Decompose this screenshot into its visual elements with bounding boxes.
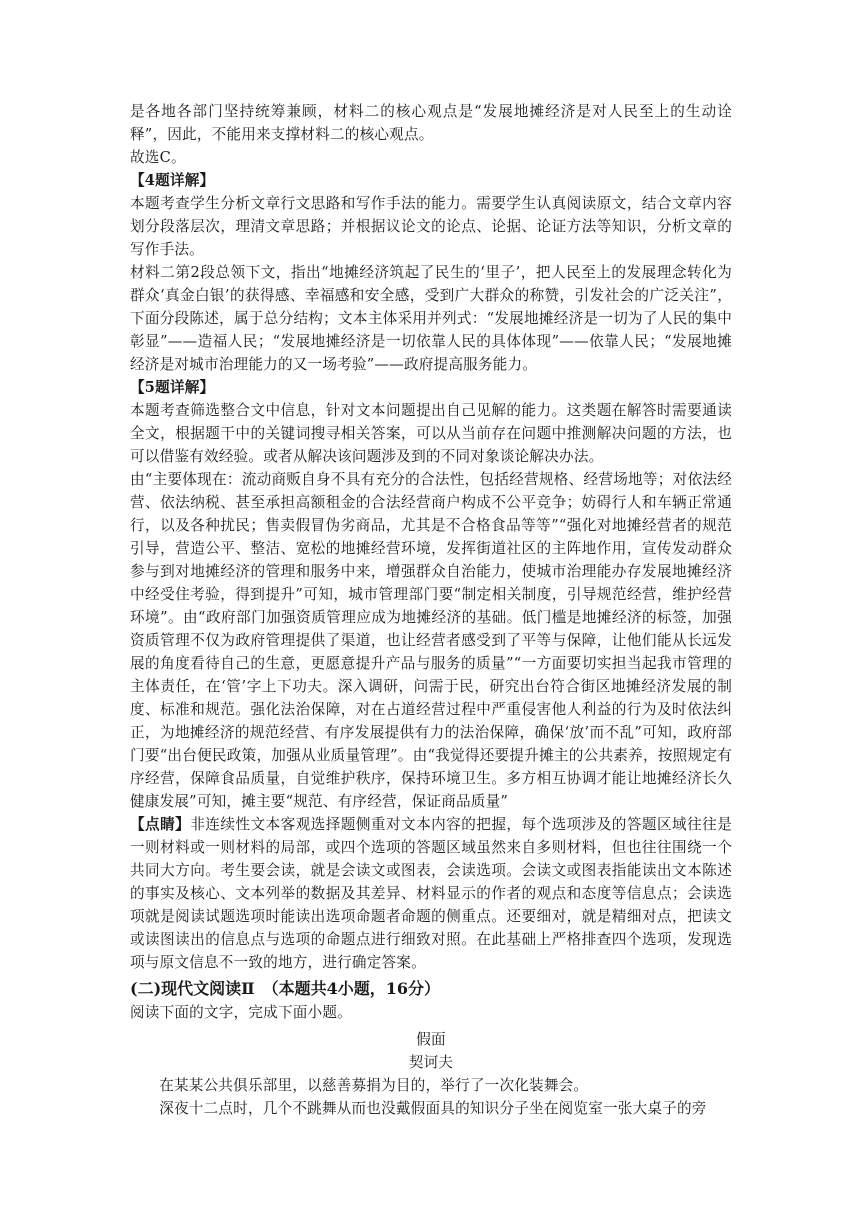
paragraph-q5-analysis: 由“主要体现在：流动商贩自身不具有充分的合法性，包括经营规格、经营场地等；对依法经营、依法纳税、甚至承担高额租金的合法经营商户构成不公平竞争；妨碍行人和车辆正常通行，以及各种扰民；售卖假冒伪劣商品，尤其是不合格食品等等”“强化对地摊经营者的规范引导，营造公平、整洁、宽松的地摊经营环境，发挥街道社区的主阵地作用，宣传发动群众参与到对地摊经济的管理和服务中来，增强群众自治能力，使城市治理能办存发展地摊经济中经受住考验，得到提升”可知，城市管理部门要“制定相关制度，引导规范经营，维护经营环境”。由“政府部门加强资质管理应成为地摊经济的基础。低门槛是地摊经济的标签，加强资质管理不仅为政府管理提供了渠道，也让经营者感受到了平等与保障，让他们能从长远发展的角度看待自己的生意，更愿意提升产品与服务的质量”“一方面要切实担当起我市管理的主体责任，在‘管’字上下功夫。深入调研，问需于民，研究出台符合街区地摊经济发展的制度、标准和规范。强化法治保障，对在占道经营过程中严重侵害他人利益的行为及时依法纠正，为地摊经济的规范经营、有序发展提供有力的法治保障，确保‘放’而不乱”可知，政府部门要“出台便民政策，加强从业质量管理”。由“我觉得还要提升摊主的公共素养，按照规定有序经营，保障食品质量，自觉维护秩序，保持环境卫生。多方相互协调才能让地摊经济长久健康发展”可知，摊主要“规范、有序经营，保证商品质量”: [130, 471, 732, 810]
label-tips: 【点睛】: [130, 816, 191, 833]
paragraph-q4-method: 本题考查学生分析文章行文思路和写作手法的能力。需要学生认真阅读原文，结合文章内容划分段落层次，理清文章思路；并根据议论文的论点、论据、论证方法等知识，分析文章的写作手法。: [130, 195, 732, 258]
story-paragraph-1: 在某某公共俱乐部里，以慈善募捐为目的，举行了一次化装舞会。: [159, 1077, 589, 1094]
paragraph-q4-analysis: 材料二第2段总领下文，指出“地摊经济筑起了民生的‘里子’，把人民至上的发展理念转化为群众‘真金白银’的获得感、幸福感和安全感，受到广大群众的称赞，引发社会的广泛关注”，下面分段陈述，属于总分结构；文本主体采用并列式：“发展地摊经济是一切为了人民的集中彰显”——造福人民；“发展地摊经济是一切依靠人民的具体体现”——依靠人民；“发展地摊经济是对城市治理能力的又一场考验”——政府提高服务能力。: [130, 264, 732, 373]
tips-text: 非连续性文本客观选择题侧重对文本内容的把握，每个选项涉及的答题区域往往是一则材料或一则材料的局部，或四个选项的答题区域虽然来自多则材料，但也往往围绕一个共同大方向。考生要会读，就是会读文或图表，会读选项。会读文或图表指能读出文本陈述的事实及核心、文本列举的数据及其差异、材料显示的作者的观点和态度等信息点；会读选项就是阅读试题选项时能读出选项命题者命题的侧重点。还要细对，就是精细对点，把读文或读图读出的信息点与选项的命题点进行细致对照。在此基础上严格排查四个选项，发现选项与原文信息不一致的地方，进行确定答案。: [130, 816, 732, 971]
story-title: 假面: [416, 1031, 446, 1048]
paragraph-reading-instruction: 阅读下面的文字，完成下面小题。: [130, 1004, 352, 1021]
section-title-modern-reading-2: (二)现代文阅读Ⅱ （本题共4小题，16分）: [130, 979, 441, 998]
story-paragraph-2: 深夜十二点时，几个不跳舞从而也没戴假面具的知识分子坐在阅览室一张大桌子的旁: [159, 1100, 707, 1117]
paragraph-q5-method: 本题考查筛选整合文中信息，针对文本问题提出自己见解的能力。这类题在解答时需要通读全文，根据题干中的关键词搜寻相关答案，可以从当前存在问题中推测解决问题的方法，也可以借鉴有效经验。或者从解决该问题涉及到的不同对象谈论解决办法。: [130, 402, 732, 465]
story-author: 契诃夫: [408, 1054, 454, 1071]
paragraph-answer-3-tail: 是各地各部门坚持统筹兼顾，材料二的核心观点是“发展地摊经济是对人民至上的生动诠释”，因此，不能用来支撑材料二的核心观点。: [130, 103, 732, 143]
paragraph-choose-c: 故选C。: [130, 149, 186, 166]
paragraph-tips: [130, 813, 732, 974]
label-q5-explanation: 【5题详解】: [130, 379, 215, 396]
label-q4-explanation: 【4题详解】: [130, 172, 215, 189]
